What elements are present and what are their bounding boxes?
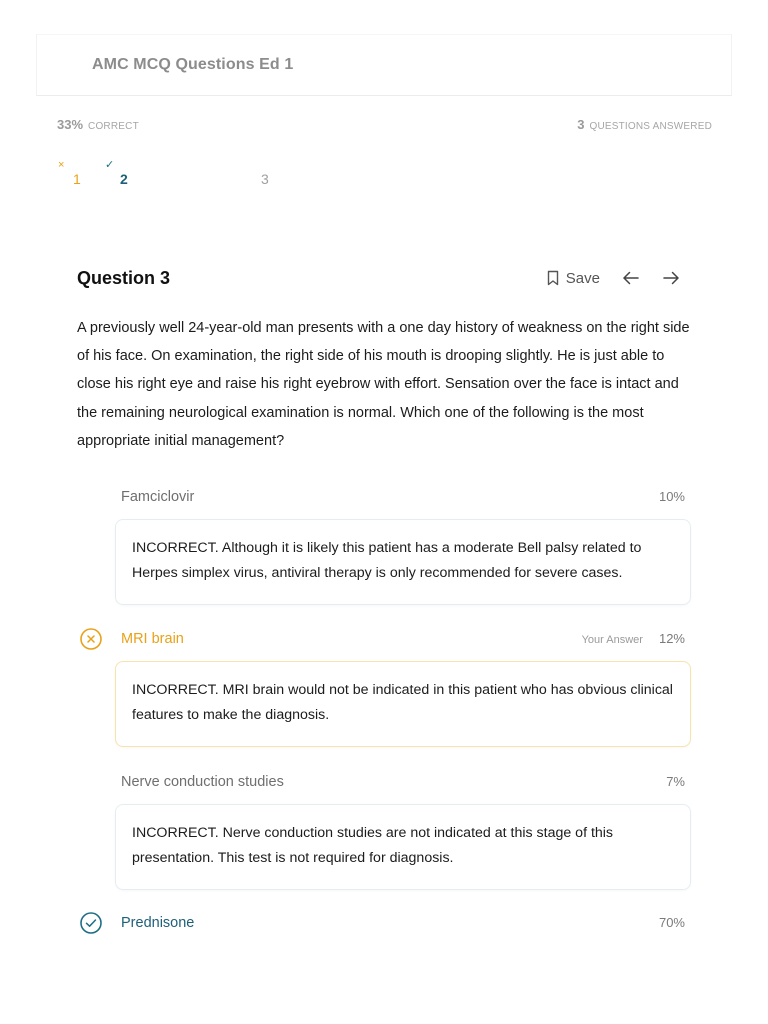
option-stats <box>659 915 685 930</box>
option-stats <box>659 489 685 504</box>
question-nav-item-3[interactable] <box>152 158 269 190</box>
correct-percentage: 33% <box>57 117 84 132</box>
option-explanation: INCORRECT. Nerve conduction studies are not indicated at this stage of this presentation. This test is not required for diagnosis. <box>115 804 691 890</box>
correct-label: CORRECT <box>88 121 139 132</box>
next-question-button[interactable] <box>662 271 680 285</box>
question-nav-item-2[interactable] <box>105 158 152 190</box>
option-row[interactable] <box>77 771 691 793</box>
option-percentage: 10% <box>658 489 685 504</box>
save-button[interactable] <box>546 270 600 287</box>
option-percentage: 12% <box>658 631 685 646</box>
app-header <box>36 34 732 96</box>
option-row[interactable] <box>77 628 691 650</box>
question-title: Question 3 <box>77 267 171 288</box>
option-percentage: 70% <box>658 915 685 930</box>
question-actions <box>546 270 680 287</box>
option-label[interactable]: Prednisone <box>121 915 195 931</box>
cross-icon: × <box>58 159 65 171</box>
save-label: Save <box>565 269 600 287</box>
question-nav-number: 1 <box>73 171 81 187</box>
option-stats <box>666 774 685 789</box>
question-header <box>77 264 680 292</box>
option-stats <box>582 631 685 646</box>
check-icon: ✓ <box>105 159 115 171</box>
question-text: A previously well 24-year-old man presents with a one day history of weakness on the right side of his face. On examination, the right side of his mouth is drooping slightly. He is just able to close his right eye and raise his right eyebrow with effort. Sensation over the face is intact and the remaining neurological examination is normal. Which one of the following is the most appropriate initial management? <box>77 320 690 449</box>
answer-option[interactable] <box>77 771 691 890</box>
answer-option[interactable] <box>77 628 691 747</box>
question-nav-number: 3 <box>261 171 269 187</box>
correct-stat <box>57 116 139 134</box>
arrow-right-icon <box>662 271 680 285</box>
option-row[interactable] <box>77 912 691 934</box>
answered-stat <box>577 116 712 134</box>
bookmark-icon <box>546 270 560 286</box>
quiz-title: AMC MCQ Questions Ed 1 <box>92 56 294 73</box>
incorrect-circle-icon <box>79 627 103 651</box>
question-nav-item-1[interactable] <box>58 158 105 190</box>
option-label[interactable]: Famciclovir <box>121 489 195 505</box>
answered-label: QUESTIONS ANSWERED <box>589 121 712 132</box>
option-explanation: INCORRECT. Although it is likely this patient has a moderate Bell palsy related to Herpes simplex virus, antiviral therapy is only recommended for severe cases. <box>115 519 691 605</box>
option-label[interactable]: Nerve conduction studies <box>121 774 284 790</box>
option-label[interactable]: MRI brain <box>121 631 184 647</box>
option-row[interactable] <box>77 486 691 508</box>
option-percentage: 7% <box>666 774 685 789</box>
correct-circle-icon <box>79 911 103 935</box>
your-answer-label: Your Answer <box>581 634 643 646</box>
answer-option[interactable] <box>77 486 691 605</box>
stats-bar <box>57 116 712 136</box>
option-explanation: INCORRECT. MRI brain would not be indicated in this patient who has obvious clinical features to make the diagnosis. <box>115 661 691 747</box>
arrow-left-icon <box>622 271 640 285</box>
previous-question-button[interactable] <box>622 271 640 285</box>
question-nav-number: 2 <box>120 171 128 187</box>
answer-option[interactable] <box>77 912 691 934</box>
answered-count: 3 <box>577 117 585 132</box>
question-navigator <box>58 158 269 190</box>
